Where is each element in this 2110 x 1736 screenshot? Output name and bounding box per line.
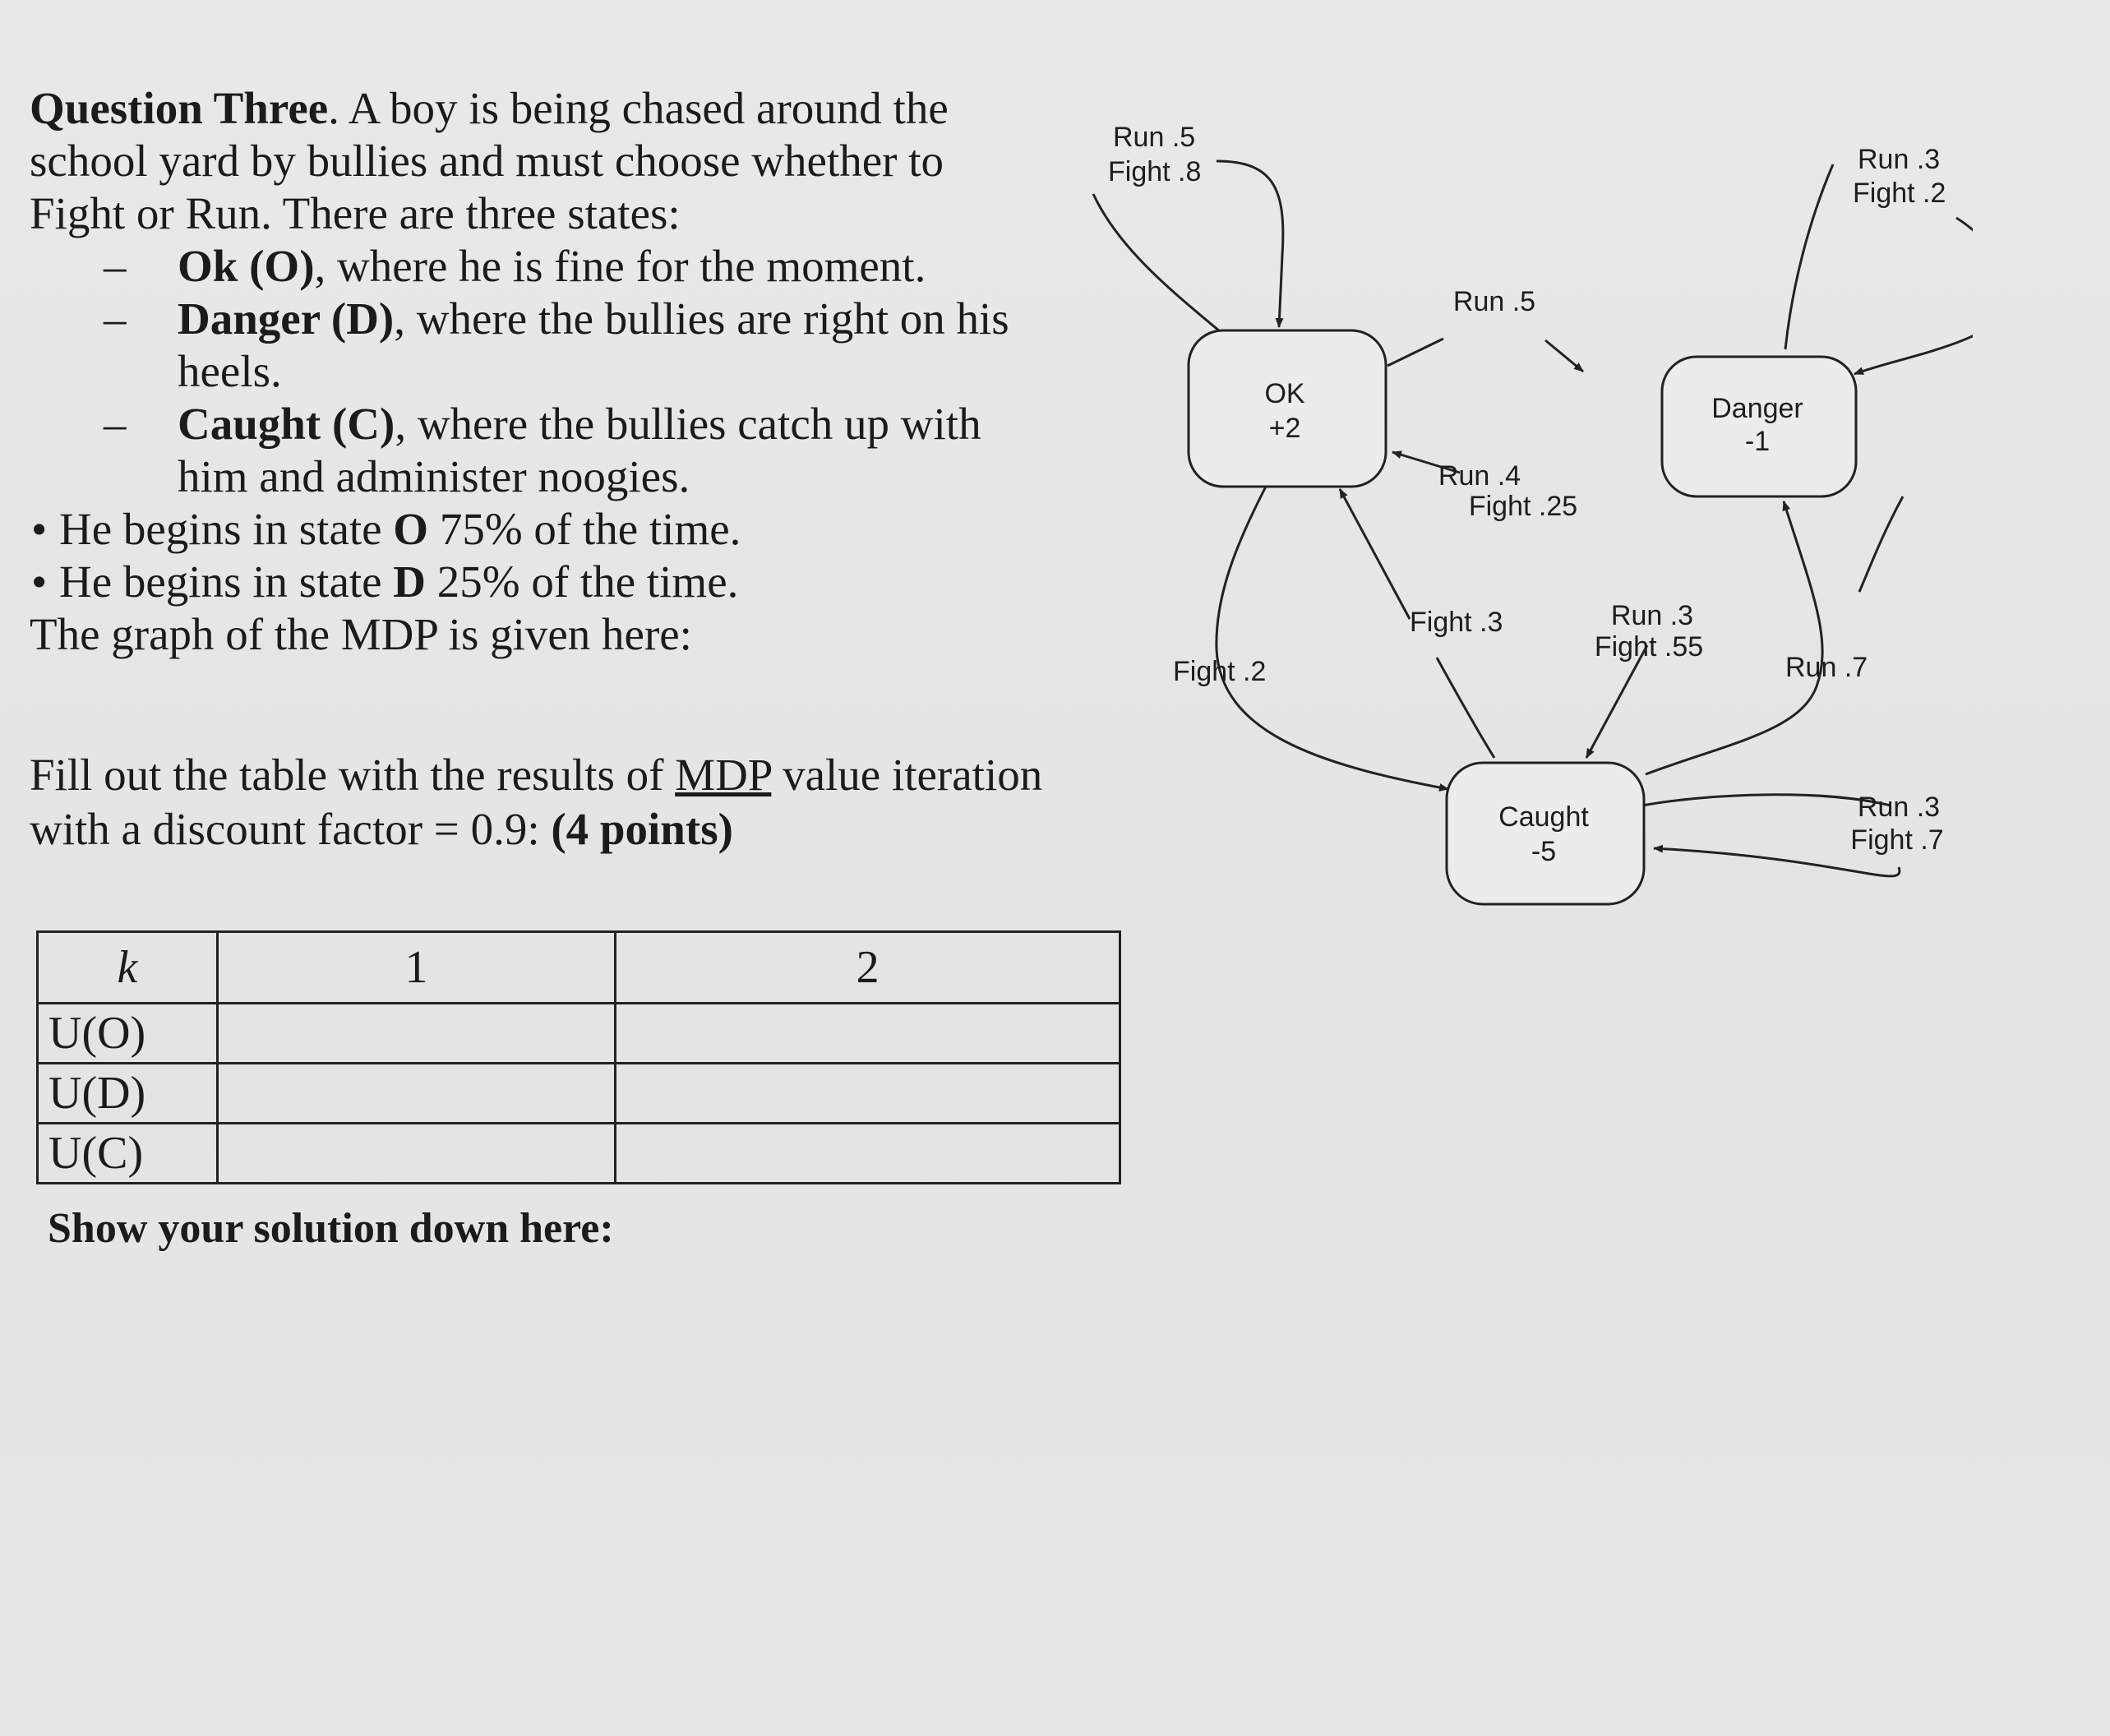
row-label: U(C) [38, 1124, 218, 1184]
bullet-state: O [393, 504, 429, 554]
answer-cell[interactable] [616, 1004, 1120, 1064]
label-caught-to-danger: Run .7 [1785, 652, 1868, 683]
header-iter-2: 2 [616, 932, 1120, 1004]
node-danger [1662, 357, 1856, 496]
row-label: U(O) [38, 1004, 218, 1064]
node-ok-name: OK [1264, 378, 1305, 409]
edge-danger-self-out [1785, 164, 1833, 349]
answer-cell[interactable] [616, 1064, 1120, 1124]
edge-danger-to-caught-seg [1859, 496, 1903, 592]
dash-icon: – [104, 293, 127, 344]
answer-cell[interactable] [217, 1064, 615, 1124]
state-list [30, 240, 1041, 503]
question-title: Question Three [30, 83, 329, 133]
node-caught-name: Caught [1498, 801, 1589, 833]
state-item-danger [30, 293, 1041, 398]
bullet-text: 75% of the time. [428, 504, 741, 554]
bullet-icon: • [31, 504, 48, 554]
row-label: U(D) [38, 1064, 218, 1124]
node-caught-reward: -5 [1531, 836, 1557, 867]
header-iter-1: 1 [217, 932, 615, 1004]
table-row [38, 1064, 1120, 1124]
answer-cell[interactable] [217, 1004, 615, 1064]
dash-icon: – [104, 399, 127, 449]
label-danger-self-run: Run .3 [1858, 144, 1941, 175]
edge-ok-self-out [1093, 194, 1220, 331]
table-row [38, 1004, 1120, 1064]
state-item-caught [30, 398, 1041, 503]
label-danger-self-fight: Fight .2 [1853, 178, 1946, 209]
graph-sentence: The graph of the MDP is given here: [30, 609, 692, 659]
node-ok [1189, 330, 1386, 487]
label-danger-to-ok-run: Run .4 [1438, 460, 1521, 492]
table-header-row [38, 932, 1120, 1004]
edge-ok-to-caught [1217, 487, 1448, 789]
label-danger-to-caught-run: Run .3 [1610, 600, 1694, 631]
state-desc: , where the bullies catch up with him and administer noogies. [178, 399, 981, 501]
bullet-icon: • [31, 556, 48, 607]
bullet-text: 25% of the time. [426, 556, 739, 607]
edge-danger-self-in [1854, 218, 1973, 374]
answer-cell[interactable] [616, 1124, 1120, 1184]
label-caught-self-run: Run .3 [1857, 792, 1941, 823]
state-name: Ok (O) [178, 241, 315, 291]
instruction-text: Fill out the table with the results of [30, 750, 676, 800]
start-prob-item [30, 503, 1041, 556]
label-danger-to-caught-fight: Fight .55 [1594, 631, 1704, 663]
header-k: k [38, 932, 218, 1004]
node-caught [1447, 763, 1644, 904]
label-danger-to-ok-fight: Fight .25 [1468, 491, 1578, 522]
edge-ok-to-danger-out [1387, 339, 1443, 366]
state-desc: , where he is fine for the moment. [314, 241, 926, 291]
instruction-points: (4 points) [551, 804, 733, 854]
bullet-text: He begins in state [59, 504, 394, 554]
start-prob-item [30, 556, 1041, 608]
edge-caught-to-ok-seg [1437, 658, 1494, 758]
edge-ok-self-in [1217, 161, 1283, 327]
solution-label: Show your solution down here: [48, 1205, 614, 1252]
bullet-text: He begins in state [59, 556, 394, 607]
state-desc: , where the bullies are right on his heels. [178, 293, 1009, 396]
label-ok-self-run: Run .5 [1113, 122, 1196, 153]
node-danger-reward: -1 [1744, 426, 1771, 457]
label-caught-to-ok: Fight .3 [1410, 607, 1503, 638]
edge-caught-self-out [1642, 795, 1891, 806]
state-item-ok [30, 240, 1041, 293]
label-ok-to-caught: Fight .2 [1173, 656, 1267, 687]
instruction-mdp: MDP [675, 750, 772, 800]
mdp-diagram [1069, 82, 1973, 929]
question-intro-text: . A boy is being chased around the school yard by bullies and must choose whether to Fight or Run. There are three states: [30, 83, 949, 238]
label-ok-to-danger: Run .5 [1452, 286, 1536, 317]
edge-ok-to-danger-in [1545, 340, 1583, 372]
answer-cell[interactable] [217, 1124, 615, 1184]
instruction-text: value iteration with a discount factor = 0.9: [30, 750, 1043, 854]
state-name: Caught (C) [178, 399, 395, 449]
label-ok-self-fight: Fight .8 [1108, 156, 1202, 187]
node-ok-reward: +2 [1268, 413, 1301, 444]
edge-caught-to-ok-head [1340, 489, 1410, 619]
node-danger-name: Danger [1711, 393, 1803, 424]
instruction [30, 748, 1049, 856]
dash-icon: – [104, 241, 127, 291]
start-prob-list [30, 503, 1041, 608]
question-block [30, 82, 1041, 661]
value-iteration-table [36, 930, 1121, 1184]
bullet-state: D [393, 556, 427, 607]
label-caught-self-fight: Fight .7 [1850, 824, 1944, 856]
table-row [38, 1124, 1120, 1184]
state-name: Danger (D) [178, 293, 395, 344]
question-intro [30, 82, 1041, 240]
